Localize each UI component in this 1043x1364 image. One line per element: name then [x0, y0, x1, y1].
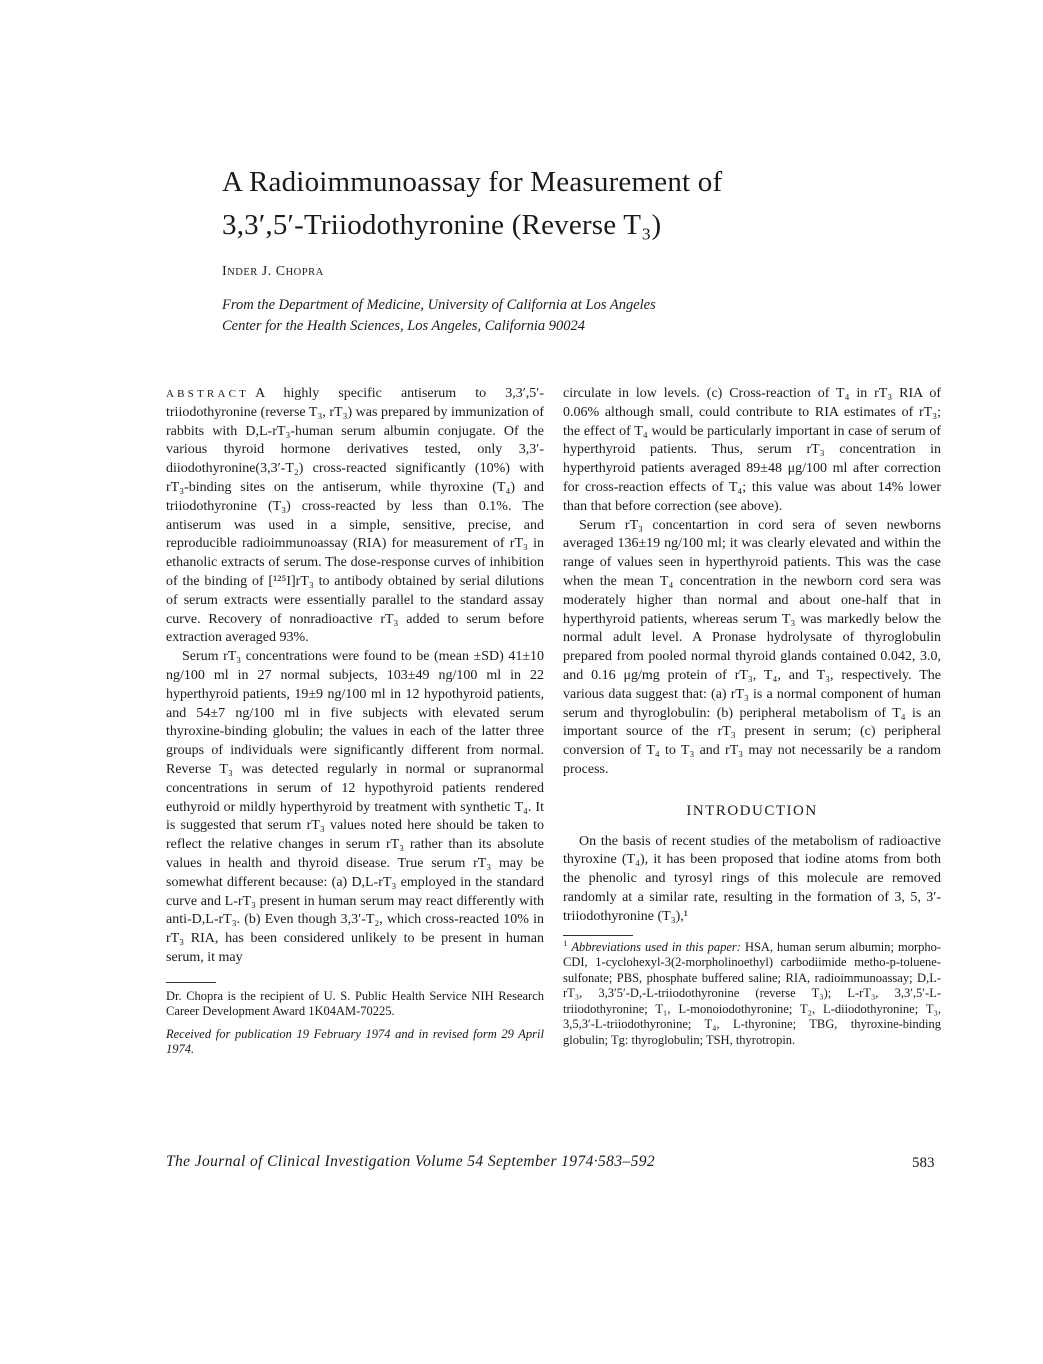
- introduction-paragraph-1: On the basis of recent studies of the metabolism of radioactive thyroxine (T₄), it has been proposed that iodine atoms from both the phenolic and tyrosyl rings of this molecule are removed randomly at a similar rate, resulting in the formation of 3, 5, 3′-triiodothyronine (T₃),¹: [563, 833, 941, 924]
- journal-citation: The Journal of Clinical Investigation Volume 54 September 1974·583–592: [166, 1153, 656, 1170]
- title-line-1: A Radioimmunoassay for Measurement of: [222, 166, 723, 198]
- abstract-paragraph-4: Serum rT₃ concentartion in cord sera of seven newborns averaged 136±19 ng/100 ml; it was clearly elevated and within the range of values seen in hyperthyroid patients. This was the case when the mean T₄ concentration in the newborn cord sera was moderately higher than normal and about one-half that in hyperthyroid patients, whereas serum T₃ was markedly below the normal adult level. A Pronase hydrolysate of thyroglobulin prepared from pooled normal thyroid glands contained 0.042, 3.0, and 0.16 μg/mg protein of rT₃, T₄, and T₃, respectively. The various data suggest that: (a) rT₃ is a normal component of human serum and thyroglobulin: (b) peripheral metabolism of T₄ is an important source of the rT₃ present in serum; (c) peripheral conversion of T₄ to T₃ and rT₃ may not necessarily be a random process.: [563, 517, 941, 777]
- left-column: [166, 385, 544, 1058]
- introduction-heading: INTRODUCTION: [686, 802, 818, 819]
- abbreviations-text: HSA, human serum albumin; morpho-CDI, 1-cyclohexyl-3(2-morpholinoethyl) carbodiimide metho-p-toluene-sulfonate; PBS, phosphate buffered saline; RIA, radioimmunoassay; D,L-rT₃, 3,3′5′-D,-L-triiodothyronine (reverse T₃); L-rT₃, 3,3′,5′-L-triiodothyronine; T₁, L-monoiodothyronine; T₂, L-diiodothyronine; T₃, 3,5,3′-L-triiodothyronine; T₄, L-thyronine; TBG, thyroxine-binding globulin; Tg: thyroglobulin; TSH, thyrotropin.: [563, 939, 942, 1047]
- author-last-initial: C: [275, 264, 286, 279]
- funding-footnote: Dr. Chopra is the recipient of U. S. Public Health Service NIH Research Career Development Award 1K04AM-70225.: [166, 988, 544, 1019]
- abbreviations-footnote: [563, 937, 942, 1049]
- author-name: [222, 264, 324, 280]
- affiliation-line-1: From the Department of Medicine, University of California at Los Angeles: [222, 297, 656, 313]
- title-line-2: 3,3′,5′-Triiodothyronine (Reverse T₃): [222, 209, 662, 241]
- abbreviations-footnote-block: [563, 935, 941, 1049]
- abstract-label: ABSTRACT: [166, 388, 250, 400]
- right-column: [563, 385, 941, 1048]
- abbreviations-label: Abbreviations used in this paper:: [571, 939, 741, 954]
- abstract-paragraph-3: circulate in low levels. (c) Cross-reaction of T₄ in rT₃ RIA of 0.06% although small, could contribute to RIA estimates of rT₃; the effect of T₄ would be particularly important in case of serum of hyperthyroid patients. Thus, serum rT₃ concentration in hyperthyroid patients averaged 89±48 μg/100 ml after correction for cross-reaction effects of T₄; this value was about 14% lower than that before correction (see above).: [563, 386, 941, 514]
- author-middle: J.: [257, 264, 276, 279]
- abstract-text-1: A highly specific antiserum to 3,3′,5′-triiodothyronine (reverse T₃, rT₃) was prepared by immunization of rabbits with D,L-rT₃-human serum albumin conjugate. Of the various thyroid hormone derivatives tested, only 3,3′-diiodothyronine(3,3′-T₂) cross-reacted significantly (10%) with rT₃-binding sites on the antiserum, while thyroxine (T₄) and triiodothyronine (T₃) cross-reacted by less than 0.1%. The antiserum was used in a simple, sensitive, precise, and reproducible radioimmunoassay (RIA) for measurement of rT₃ in ethanolic extracts of serum. The dose-response curves of inhibition of the binding of [¹²⁵I]rT₃ to antibody obtained by serial dilutions of serum extracts were essentially parallel to the standard assay curve. Recovery of nonradioactive rT₃ added to serum before extraction averaged 93%.: [166, 386, 544, 646]
- footnote-marker: 1: [563, 937, 568, 948]
- author-first-rest: NDER: [227, 267, 258, 278]
- received-date-note: Received for publication 19 February 1974 and in revised form 29 April 1974.: [166, 1026, 544, 1057]
- abstract-paragraph-1: [166, 385, 544, 648]
- abstract-paragraph-2: Serum rT₃ concentrations were found to be (mean ±SD) 41±10 ng/100 ml in 27 normal subjects, 103±49 ng/100 ml in 22 hyperthyroid patients, 19±9 ng/100 ml in 12 hypothyroid patients, and 54±7 ng/100 ml in five subjects with elevated serum thyroxine-binding globulin; the values in each of the latter three groups of individuals were significantly different from normal. Reverse T₃ was detected regularly in normal or supranormal concentrations in serum of 12 hypothyroid patients rendered euthyroid or mildly hyperthyroid by treatment with synthetic T₄. It is suggested that serum rT₃ values noted here should be taken to reflect the relative changes in serum rT₃ rather than its absolute values in health and thyroid disease. True serum rT₃ may be somewhat different because: (a) D,L-rT₃ employed in the standard curve and L-rT₃ present in human serum may react differently with anti-D,L-rT₃. (b) Even though 3,3′-T₂, which cross-reacted 10% in rT₃ RIA, has been considered unlikely to be present in human serum, it may: [166, 649, 544, 965]
- affiliation-line-2: Center for the Health Sciences, Los Angeles, California 90024: [222, 318, 586, 334]
- footnote-divider: [166, 982, 216, 983]
- footnote-divider-right: [563, 935, 633, 936]
- author-last-rest: HOPRA: [285, 267, 324, 278]
- page-number: 583: [912, 1155, 935, 1171]
- author-first-initial: I: [222, 264, 228, 279]
- affiliation: [222, 295, 656, 337]
